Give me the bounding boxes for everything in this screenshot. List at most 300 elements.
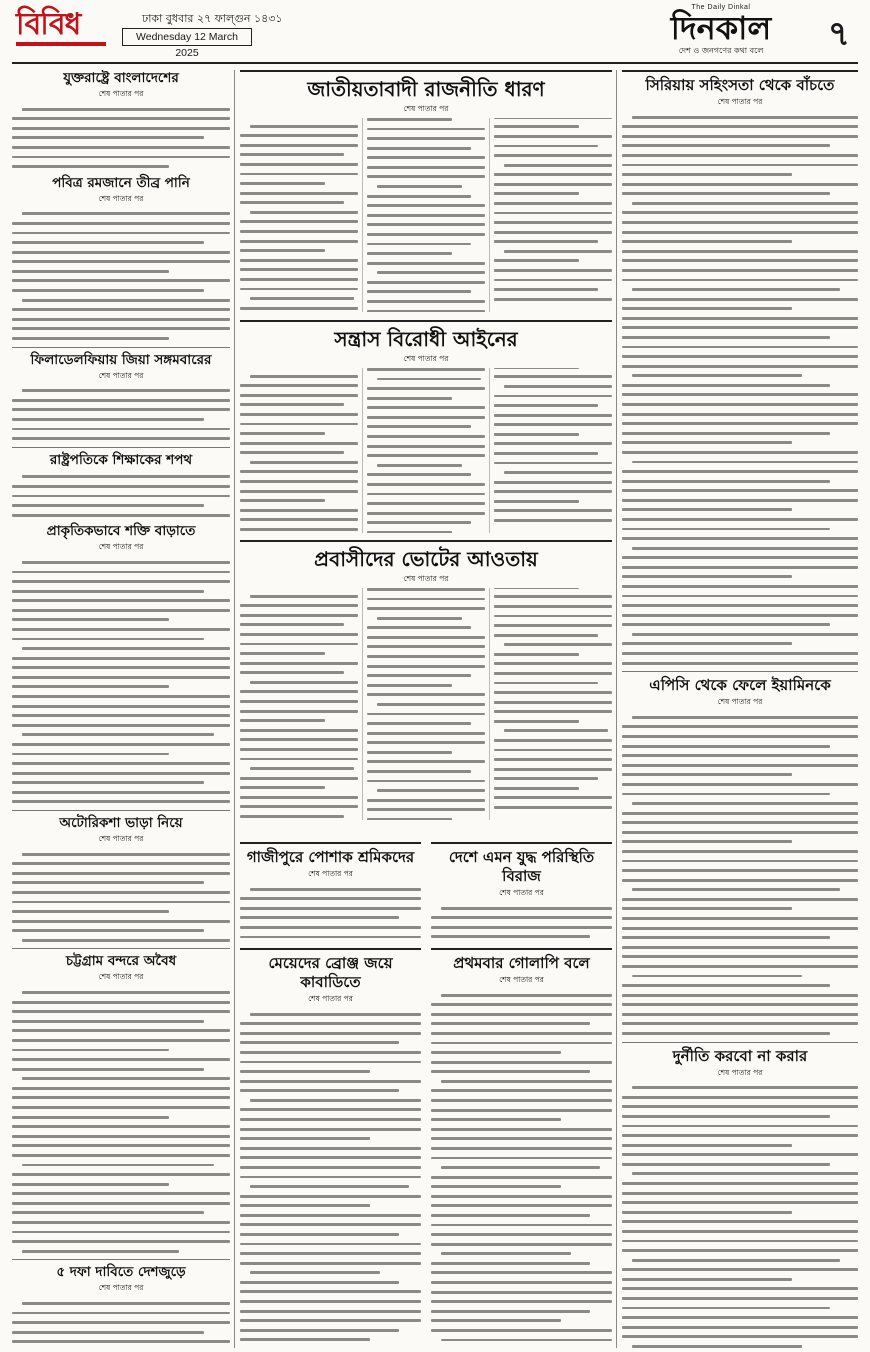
text-line xyxy=(240,815,344,818)
text-line xyxy=(494,758,612,761)
text-line xyxy=(622,566,858,569)
text-line xyxy=(367,799,485,802)
text-line xyxy=(494,269,612,272)
text-line xyxy=(622,489,858,492)
text-line xyxy=(12,504,204,507)
text-line xyxy=(504,729,608,732)
text-line xyxy=(367,425,471,428)
text-line xyxy=(367,722,471,725)
divider xyxy=(622,671,858,672)
text-line xyxy=(622,965,858,968)
text-line xyxy=(622,125,858,128)
text-line xyxy=(622,365,858,368)
divider xyxy=(12,447,230,448)
text-line xyxy=(12,1211,204,1214)
text-line xyxy=(431,1224,612,1227)
text-line xyxy=(12,399,230,402)
text-line xyxy=(367,645,485,648)
story-kabaddi-bronze xyxy=(240,948,421,1342)
text-line xyxy=(12,1340,230,1343)
text-line xyxy=(494,787,579,790)
text-line xyxy=(22,733,214,736)
text-line xyxy=(22,475,230,478)
text-line xyxy=(22,991,230,994)
text-line xyxy=(622,393,858,396)
divider xyxy=(12,1259,230,1260)
text-line xyxy=(622,336,830,339)
story-row xyxy=(240,842,612,948)
text-line xyxy=(240,777,358,780)
text-line xyxy=(441,994,612,997)
text-line xyxy=(504,385,612,388)
story-nationalist-politics xyxy=(240,70,612,314)
text-line xyxy=(494,433,579,436)
text-line xyxy=(240,1156,421,1159)
text-line xyxy=(367,483,485,486)
text-line xyxy=(441,1339,612,1342)
text-line xyxy=(240,470,358,473)
text-line xyxy=(12,337,169,340)
text-line xyxy=(240,278,358,281)
text-line xyxy=(367,521,471,524)
text-line xyxy=(632,374,802,377)
text-line xyxy=(12,270,169,273)
text-line xyxy=(367,387,485,390)
text-line xyxy=(240,1176,421,1179)
text-line xyxy=(622,662,858,665)
text-line xyxy=(632,202,858,205)
byline: শেষ পাতার পর xyxy=(717,697,763,707)
text-line xyxy=(240,240,358,243)
text-line xyxy=(431,1176,612,1179)
text-line xyxy=(240,394,358,397)
text-line xyxy=(622,1013,858,1016)
story-apc-yamin xyxy=(622,676,858,1035)
text-line xyxy=(12,1221,230,1224)
text-line xyxy=(22,389,230,392)
text-line xyxy=(504,164,612,167)
text-line xyxy=(622,259,858,262)
text-line xyxy=(431,1137,612,1140)
text-line xyxy=(632,1172,858,1175)
text-line xyxy=(240,729,358,732)
text-line xyxy=(494,806,612,809)
text-line xyxy=(622,831,858,834)
text-line xyxy=(12,251,230,254)
text-line xyxy=(240,220,358,223)
text-line xyxy=(250,461,358,464)
text-line xyxy=(240,153,344,156)
story-text xyxy=(12,561,230,803)
text-line xyxy=(22,939,230,942)
text-line xyxy=(504,250,612,253)
text-line xyxy=(367,233,485,236)
text-line xyxy=(22,1302,230,1305)
text-line xyxy=(22,1077,230,1080)
text-line xyxy=(367,175,485,178)
text-line xyxy=(12,872,230,875)
text-line xyxy=(12,1058,230,1061)
text-line xyxy=(494,777,598,780)
text-line xyxy=(240,710,358,713)
text-line xyxy=(622,1003,858,1006)
text-line xyxy=(240,451,344,454)
text-line xyxy=(622,1153,858,1156)
text-line xyxy=(240,499,325,502)
story-columns xyxy=(240,368,612,533)
text-line xyxy=(367,732,485,735)
text-line xyxy=(622,441,792,444)
text-line xyxy=(367,147,471,150)
text-line xyxy=(622,451,858,454)
divider xyxy=(12,810,230,811)
text-line xyxy=(12,418,204,421)
story-text xyxy=(12,991,230,1253)
newspaper-name-english: The Daily Dinkal xyxy=(691,4,751,11)
text-line xyxy=(367,665,485,668)
byline: শেষ পাতার পর xyxy=(717,97,763,106)
headline: প্রবাসীদের ভোটের আওতায় xyxy=(314,547,538,571)
text-line xyxy=(431,1243,612,1246)
text-line xyxy=(431,926,612,929)
text-line xyxy=(250,297,354,300)
text-line xyxy=(12,1029,230,1032)
headline: চট্টগ্রাম বন্দরে অবৈধ xyxy=(65,953,177,970)
text-line xyxy=(622,1307,830,1310)
text-line xyxy=(367,674,471,677)
text-line xyxy=(12,1173,230,1176)
text-line xyxy=(367,502,485,505)
text-line xyxy=(12,1183,169,1186)
text-line xyxy=(12,862,230,865)
text-line xyxy=(12,891,230,894)
text-line xyxy=(12,1039,230,1042)
text-line xyxy=(494,423,612,426)
text-line xyxy=(12,1010,230,1013)
text-line xyxy=(494,452,598,455)
text-line xyxy=(431,1070,590,1073)
center-column xyxy=(240,70,612,1348)
text-line xyxy=(504,471,612,474)
text-line xyxy=(240,134,358,137)
text-line xyxy=(367,368,485,371)
headline: এপিসি থেকে ফেলে ইয়ামিনকে xyxy=(649,676,831,695)
text-line xyxy=(632,716,858,719)
text-line xyxy=(250,595,358,598)
text-line xyxy=(622,173,792,176)
text-line xyxy=(240,1243,421,1246)
text-line xyxy=(12,117,230,120)
text-line xyxy=(12,920,230,923)
headline: সিরিয়ায় সহিংসতা থেকে বাঁচতে xyxy=(645,76,835,94)
text-line xyxy=(12,714,230,717)
text-line xyxy=(622,642,792,645)
text-line xyxy=(494,173,612,176)
text-line xyxy=(632,461,858,464)
text-line xyxy=(431,1042,612,1045)
text-line xyxy=(22,1164,214,1167)
divider xyxy=(12,948,230,949)
text-line xyxy=(12,1087,230,1090)
text-line xyxy=(494,672,612,675)
text-line xyxy=(240,480,358,483)
text-line xyxy=(367,435,485,438)
text-line xyxy=(431,1128,612,1131)
text-line xyxy=(622,783,858,786)
text-line xyxy=(622,764,858,767)
text-line xyxy=(622,821,858,824)
text-line xyxy=(240,490,358,493)
text-line xyxy=(622,480,830,483)
text-line xyxy=(240,423,358,426)
text-line xyxy=(240,442,358,445)
text-line xyxy=(622,240,792,243)
text-line xyxy=(494,615,612,618)
text-line xyxy=(240,748,358,751)
text-line xyxy=(12,901,230,904)
text-line xyxy=(622,1163,830,1166)
text-line xyxy=(494,192,579,195)
text-line xyxy=(431,1233,612,1236)
text-line xyxy=(12,571,230,574)
text-line xyxy=(622,575,792,578)
text-line xyxy=(240,1032,421,1035)
text-line xyxy=(12,428,230,431)
text-line xyxy=(431,1157,612,1160)
text-line xyxy=(431,1185,561,1188)
text-line xyxy=(12,743,230,746)
byline: শেষ পাতার পর xyxy=(717,1067,763,1077)
story-corruption xyxy=(622,1047,858,1348)
text-line xyxy=(12,1068,204,1071)
text-line xyxy=(377,464,462,467)
text-line xyxy=(240,671,344,674)
text-line xyxy=(494,490,612,493)
text-line xyxy=(240,1118,421,1121)
text-line xyxy=(12,657,230,660)
byline: শেষ পাতার পর xyxy=(98,193,144,203)
text-line xyxy=(622,183,858,186)
text-line xyxy=(431,1032,612,1035)
text-line xyxy=(494,395,612,398)
text-line xyxy=(622,326,858,329)
text-line xyxy=(494,298,612,301)
text-line xyxy=(377,703,485,706)
text-line xyxy=(431,1204,612,1207)
text-line xyxy=(12,241,204,244)
text-line xyxy=(377,378,481,381)
text-line xyxy=(494,653,579,656)
text-line xyxy=(240,1108,421,1111)
text-line xyxy=(240,1051,421,1054)
text-line xyxy=(494,279,612,282)
text-line xyxy=(431,1319,561,1322)
text-line xyxy=(240,897,421,900)
text-line xyxy=(12,580,230,583)
story-text xyxy=(12,475,230,516)
text-line xyxy=(12,1096,230,1099)
byline: শেষ পাতার পর xyxy=(499,888,544,897)
text-line xyxy=(431,935,590,938)
story-text xyxy=(431,994,612,1342)
text-line xyxy=(240,786,325,789)
text-line xyxy=(494,509,612,512)
text-line xyxy=(431,1271,612,1274)
text-line xyxy=(367,626,471,629)
text-line xyxy=(632,116,858,119)
text-line xyxy=(494,768,612,771)
text-line xyxy=(367,290,471,293)
text-line xyxy=(622,269,858,272)
text-line xyxy=(622,1297,858,1300)
text-line xyxy=(494,414,612,417)
text-line xyxy=(632,802,858,805)
newspaper-name: দিনকাল xyxy=(670,9,772,47)
text-line xyxy=(367,262,485,265)
text-line xyxy=(494,183,612,186)
text-line xyxy=(622,917,858,920)
text-line xyxy=(494,202,612,205)
text-line xyxy=(12,666,230,669)
text-line xyxy=(431,1195,612,1198)
byline: শেষ পাতার পর xyxy=(98,89,144,98)
story-chittagong-port xyxy=(12,953,230,1252)
text-line xyxy=(367,416,485,419)
text-line xyxy=(367,770,471,773)
text-line xyxy=(367,713,485,716)
text-line xyxy=(431,1051,561,1054)
text-line xyxy=(441,1252,571,1255)
text-line xyxy=(622,307,792,310)
story-anti-terror-law xyxy=(240,320,612,534)
text-line xyxy=(622,812,858,815)
text-line xyxy=(240,1262,421,1265)
text-line xyxy=(431,1013,612,1016)
text-line xyxy=(622,907,792,910)
text-line xyxy=(431,1109,612,1112)
text-line xyxy=(622,1134,858,1137)
text-line xyxy=(367,195,471,198)
text-line xyxy=(367,473,471,476)
text-line xyxy=(622,556,858,559)
text-line xyxy=(240,259,358,262)
page-number: ৭ xyxy=(827,14,850,54)
text-line xyxy=(622,1230,858,1233)
text-line xyxy=(240,1041,399,1044)
text-line xyxy=(431,1262,590,1265)
text-line xyxy=(367,368,579,533)
divider xyxy=(12,347,230,348)
text-line xyxy=(250,375,358,378)
text-line xyxy=(367,243,471,246)
text-line xyxy=(367,693,485,696)
text-line xyxy=(494,739,612,742)
text-line xyxy=(622,725,858,728)
text-line xyxy=(240,1223,421,1226)
text-line xyxy=(622,898,858,901)
text-line xyxy=(622,164,858,167)
text-line xyxy=(240,1233,399,1236)
text-line xyxy=(622,860,858,863)
text-line xyxy=(494,231,612,234)
date-english: Wednesday 12 March 2025 xyxy=(122,28,252,46)
text-line xyxy=(240,738,358,741)
text-line xyxy=(494,519,612,522)
text-line xyxy=(622,298,858,301)
text-line xyxy=(494,624,612,627)
text-line xyxy=(622,192,830,195)
text-line xyxy=(494,125,579,128)
text-line xyxy=(240,1290,421,1293)
text-line xyxy=(632,975,802,978)
text-line xyxy=(431,1300,612,1303)
text-line xyxy=(367,166,485,169)
divider xyxy=(622,1042,858,1043)
text-line xyxy=(622,927,858,930)
text-line xyxy=(240,403,344,406)
text-line xyxy=(494,135,612,138)
text-line xyxy=(367,137,485,140)
text-line xyxy=(250,1099,421,1102)
text-line xyxy=(250,1185,409,1188)
text-line xyxy=(240,700,358,703)
date-bengali: ঢাকা বুধবার ২৭ ফাল্গুন ১৪৩১ xyxy=(142,12,283,25)
text-line xyxy=(622,403,858,406)
text-line xyxy=(622,1105,858,1108)
text-line xyxy=(622,869,858,872)
story-text xyxy=(240,1013,421,1342)
text-line xyxy=(367,445,485,448)
left-column xyxy=(12,70,230,1348)
story-text xyxy=(622,1086,858,1348)
text-line xyxy=(12,318,230,321)
text-line xyxy=(240,173,358,176)
text-line xyxy=(622,1326,858,1329)
text-line xyxy=(12,724,230,727)
text-line xyxy=(240,758,358,761)
text-line xyxy=(622,355,858,358)
text-line xyxy=(622,850,858,853)
text-line xyxy=(240,1061,421,1064)
text-line xyxy=(367,156,485,159)
text-line xyxy=(240,268,358,271)
text-line xyxy=(632,888,840,891)
text-line xyxy=(622,936,830,939)
byline: শেষ পাতার পর xyxy=(403,104,449,113)
text-line xyxy=(431,1061,612,1064)
text-line xyxy=(22,1250,179,1253)
text-line xyxy=(240,1329,399,1332)
text-line xyxy=(12,1192,230,1195)
text-line xyxy=(367,223,485,226)
text-line xyxy=(12,762,230,765)
text-line xyxy=(431,1003,612,1006)
text-line xyxy=(622,1249,858,1252)
column-divider xyxy=(234,70,235,1348)
text-line xyxy=(494,259,579,262)
text-line xyxy=(622,1125,858,1128)
text-line xyxy=(441,907,612,910)
story-ramadan-water xyxy=(12,175,230,340)
text-line xyxy=(622,735,858,738)
text-line xyxy=(632,1086,858,1089)
text-line xyxy=(12,1020,204,1023)
byline: শেষ পাতার পর xyxy=(403,354,449,363)
story-row xyxy=(240,948,612,1348)
text-line xyxy=(12,753,169,756)
text-line xyxy=(240,662,358,665)
text-line xyxy=(12,695,230,698)
